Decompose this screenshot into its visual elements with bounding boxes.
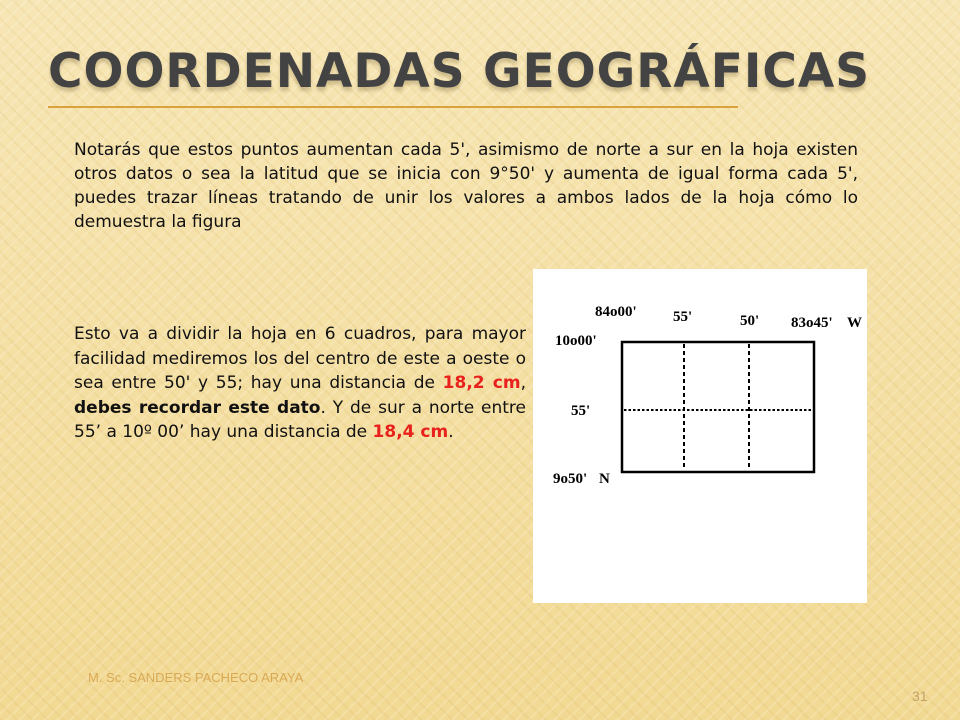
distance-south-north: 18,4 cm [372,422,449,443]
distance-east-west: 18,2 cm [442,373,521,394]
label-83-45: 83o45' [791,315,833,331]
label-west: W [847,315,862,331]
intro-paragraph: Notarás que estos puntos aumentan cada 5', asimismo de norte a sur en la hoja existen otros datos o sea la latitud que se inicia con 9°50' y aumenta de igual forma cada 5', puedes trazar líneas tratando de unir los valores a ambos lados de la hoja cómo lo demuestra la figura [74,140,858,232]
label-left-55: 55' [571,403,591,419]
explanation-text-3: . Y de sur a norte entre 55’ a 10º 00’ hay una distancia de [74,397,526,443]
page-number: 31 [912,688,928,704]
author-footer: M. Sc. SANDERS PACHECO ARAYA [88,670,304,685]
label-north: N [599,471,610,487]
explanation-text-4: . [448,422,454,443]
label-10-00: 10o00' [555,333,597,349]
slide-title: COORDENADAS GEOGRÁFICAS [48,44,871,99]
explanation-paragraph [74,322,526,445]
map-frame [622,342,814,472]
label-top-50: 50' [740,313,760,329]
title-underline [48,106,738,108]
explanation-text-2: , [520,373,526,394]
label-84-00: 84o00' [595,304,637,320]
map-grid-figure [533,269,867,603]
explanation-text-1: Esto va a dividir la hoja en 6 cuadros, para mayor facilidad mediremos los del centro de este a oeste o sea entre 50' y 55; hay una distancia de [74,324,526,394]
label-9-50: 9o50' [553,471,588,487]
label-top-55: 55' [673,309,693,325]
remember-note: debes recordar este dato [74,397,321,418]
map-grid-diagram [533,269,867,603]
